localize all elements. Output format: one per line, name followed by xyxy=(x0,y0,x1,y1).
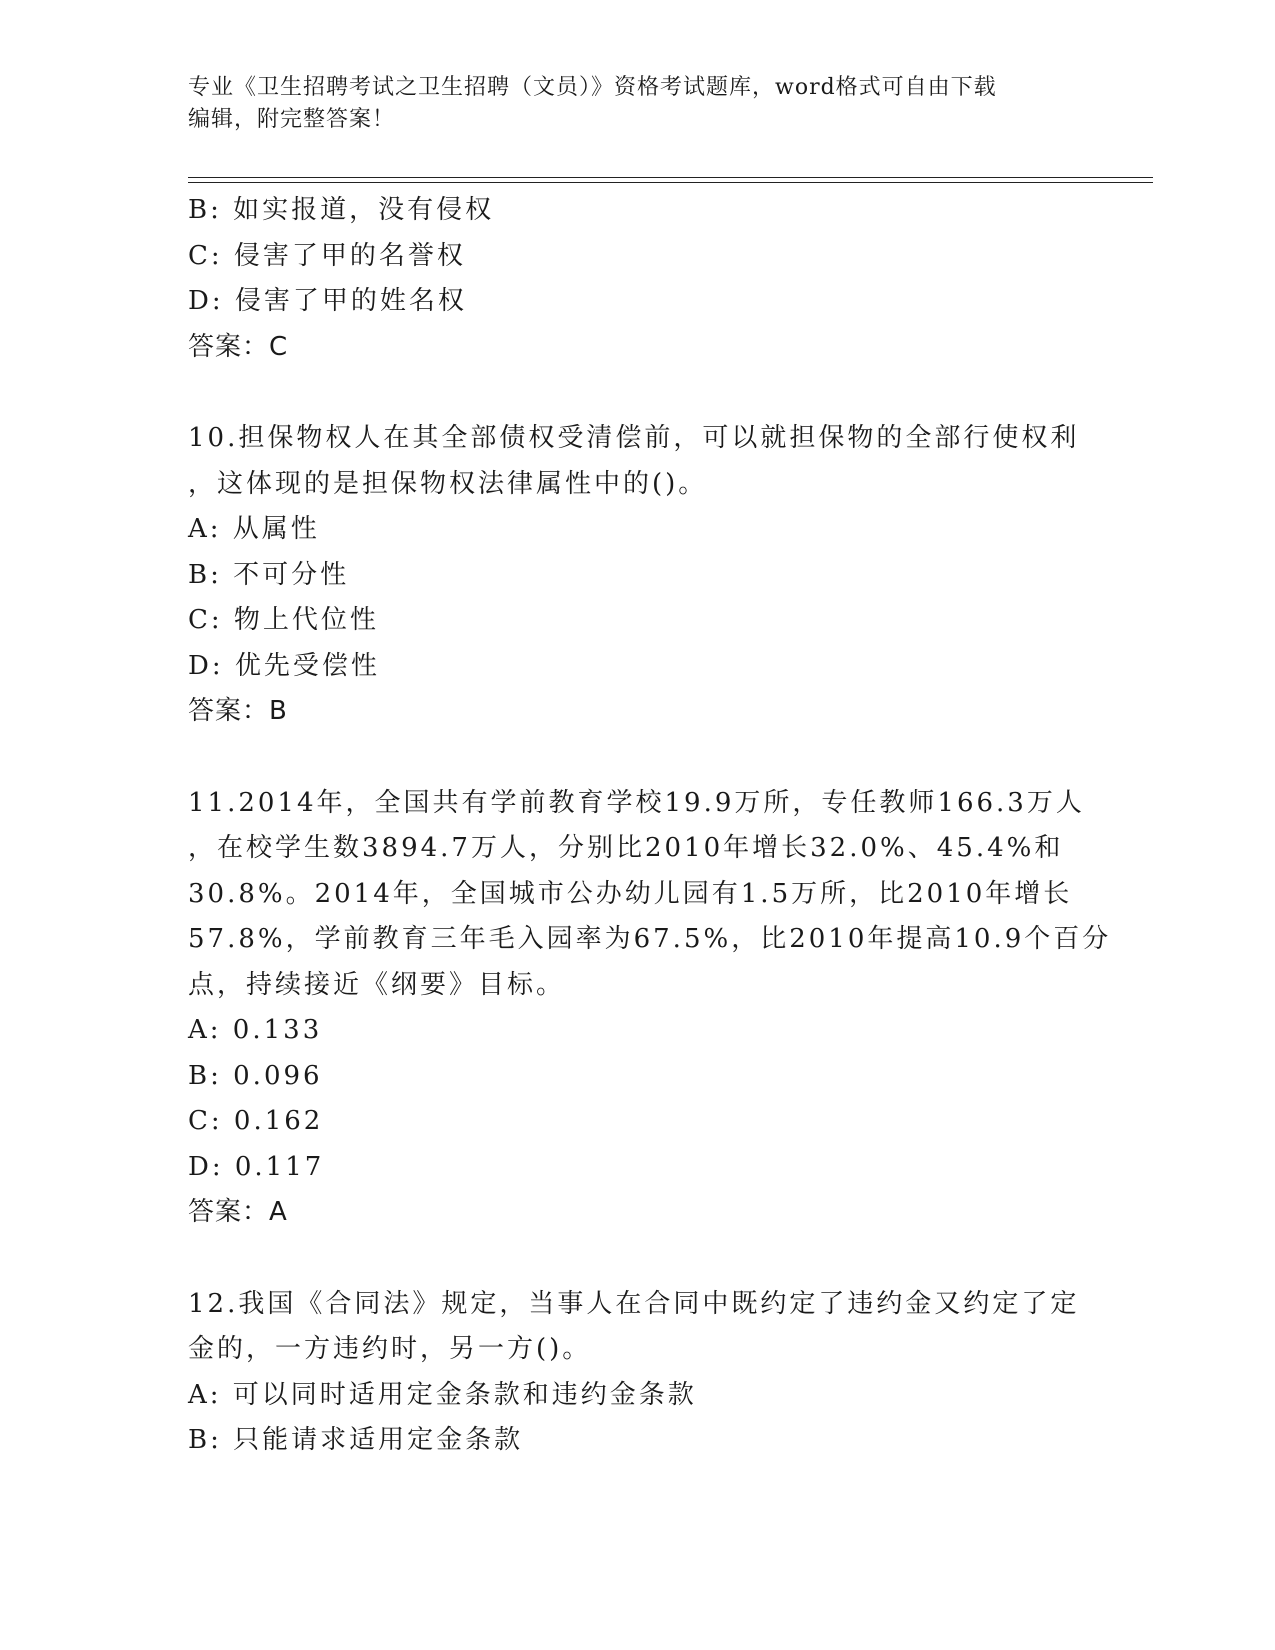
question-text-line: ，这体现的是担保物权法律属性中的()。 xyxy=(188,468,708,499)
question-text-line: 11.2014年，全国共有学前教育学校19.9万所，专任教师166.3万人 xyxy=(188,787,1085,818)
question-text-line: 10.担保物权人在其全部债权受清偿前，可以就担保物的全部行使权利 xyxy=(188,423,1080,453)
question-text-line: 金的，一方违约时，另一方()。 xyxy=(188,1334,592,1364)
question-text-line: 12.我国《合同法》规定，当事人在合同中既约定了违约金又约定了定 xyxy=(188,1288,1080,1319)
header-divider-bottom xyxy=(188,182,1153,183)
option-d: D: 优先受偿性 xyxy=(188,650,380,681)
document-header xyxy=(188,72,1068,136)
option-c: C: 物上代位性 xyxy=(188,605,379,635)
option-d: D: 0.117 xyxy=(188,1151,325,1182)
answer: 答案：A xyxy=(188,1197,288,1227)
question-11 xyxy=(188,781,1112,1236)
question-list xyxy=(188,188,1112,1464)
option-a: A: 0.133 xyxy=(188,1015,323,1045)
question-text-line: ，在校学生数3894.7万人，分别比2010年增长32.0%、45.4%和 xyxy=(188,833,1064,863)
option-a: A: 可以同时适用定金条款和违约金条款 xyxy=(188,1379,697,1410)
option-c: C: 0.162 xyxy=(188,1106,324,1136)
option-c: C: 侵害了甲的名誉权 xyxy=(188,240,466,271)
question-text-line: 30.8%。2014年，全国城市公办幼儿园有1.5万所，比2010年增长 xyxy=(188,878,1073,909)
question-9 xyxy=(188,188,1068,370)
option-b: B: 如实报道，没有侵权 xyxy=(188,195,495,225)
answer: 答案：B xyxy=(188,696,288,726)
option-d: D: 侵害了甲的姓名权 xyxy=(188,286,467,316)
question-text-line: 点，持续接近《纲要》目标。 xyxy=(188,969,566,1000)
header-line-1: 专业《卫生招聘考试之卫生招聘（文员）》资格考试题库，word格式可自由下载 xyxy=(188,75,997,100)
option-a: A: 从属性 xyxy=(188,514,320,544)
question-12 xyxy=(188,1282,1080,1464)
option-b: B: 0.096 xyxy=(188,1060,323,1091)
question-10 xyxy=(188,416,1080,735)
question-text-line: 57.8%，学前教育三年毛入园率为67.5%，比2010年提高10.9个百分 xyxy=(188,924,1112,954)
option-b: B: 只能请求适用定金条款 xyxy=(188,1425,524,1455)
answer: 答案：C xyxy=(188,331,289,362)
option-b: B: 不可分性 xyxy=(188,559,350,590)
header-line-2: 编辑，附完整答案！ xyxy=(188,107,396,132)
header-divider-top xyxy=(188,177,1153,178)
